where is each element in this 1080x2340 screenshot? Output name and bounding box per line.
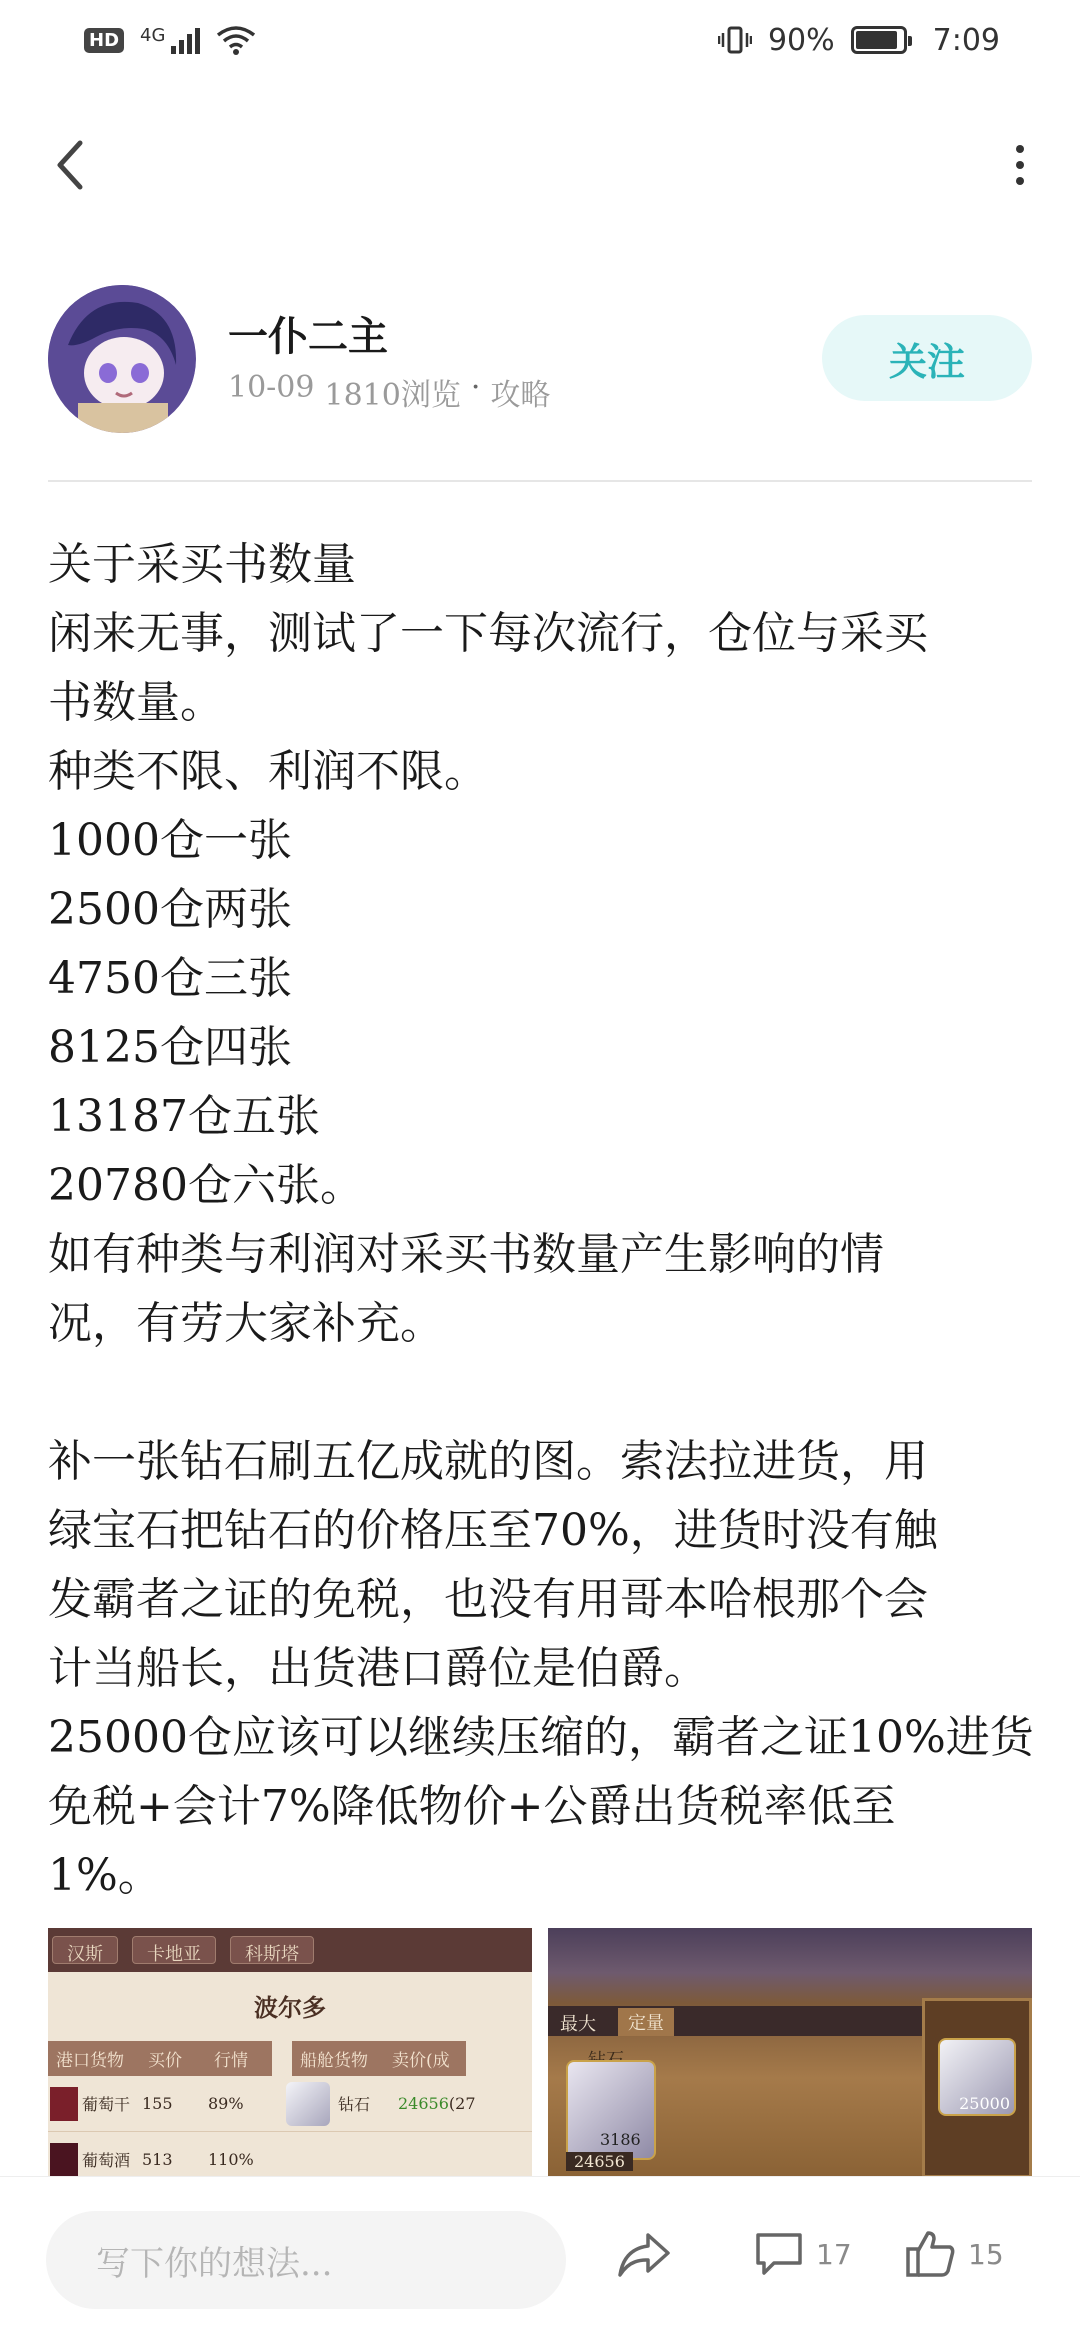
bottom-action-bar bbox=[0, 2176, 1080, 2340]
more-options-button[interactable] bbox=[990, 135, 1050, 195]
article-line: 发霸者之证的免税，也没有用哥本哈根那个会 bbox=[48, 1574, 928, 1625]
article-line: 8125仓四张 bbox=[48, 1022, 292, 1073]
diamond-icon bbox=[286, 2082, 330, 2126]
goods-name: 葡萄干 bbox=[82, 2095, 131, 2114]
cargo-extra: (27 bbox=[448, 2094, 476, 2113]
goods-price: 513 bbox=[142, 2150, 173, 2169]
raisin-icon bbox=[50, 2087, 78, 2121]
goods-name: 葡萄酒 bbox=[82, 2151, 131, 2170]
article-line: 关于采买书数量 bbox=[48, 539, 356, 590]
post-views: 1810浏览 bbox=[324, 378, 461, 413]
article-line: 补一张钻石刷五亿成就的图。索法拉进货，用 bbox=[48, 1436, 928, 1487]
comments-count: 17 bbox=[816, 2237, 852, 2271]
article-line: 13187仓五张 bbox=[48, 1091, 320, 1142]
header-divider bbox=[48, 480, 1032, 482]
author-name[interactable]: 一仆二主 bbox=[228, 313, 388, 360]
thumbs-up-icon bbox=[904, 2229, 958, 2279]
game-tab: 汉斯 bbox=[52, 1936, 118, 1964]
status-right bbox=[718, 23, 1000, 58]
article-line: 种类不限、利润不限。 bbox=[48, 746, 488, 797]
blank-line bbox=[48, 1358, 1048, 1427]
article-line: 况，有劳大家补充。 bbox=[48, 1298, 444, 1349]
avatar-illustration bbox=[48, 285, 196, 433]
status-left bbox=[84, 25, 256, 55]
post-category[interactable]: 攻略 bbox=[490, 378, 551, 413]
cargo-sell-price: 24656 bbox=[398, 2094, 449, 2113]
goods-header-cell: 船舱货物 bbox=[292, 2041, 384, 2076]
article-line: 20780仓六张。 bbox=[48, 1160, 364, 1211]
article-line: 绿宝石把钻石的价格压至70%，进货时没有触 bbox=[48, 1505, 938, 1556]
article-line: 闲来无事，测试了一下每次流行，仓位与采买 bbox=[48, 608, 928, 659]
post-date: 10-09 bbox=[228, 370, 315, 405]
back-button[interactable] bbox=[40, 135, 100, 195]
network-label: 4G bbox=[140, 25, 166, 46]
top-nav bbox=[0, 120, 1080, 210]
goods-row bbox=[48, 2076, 532, 2132]
share-icon bbox=[616, 2229, 672, 2279]
status-bar bbox=[0, 0, 1080, 80]
goods-header-cell: 卖价(成 bbox=[384, 2041, 466, 2076]
more-dot-icon bbox=[1016, 161, 1024, 169]
trade-item-qty: 3186 bbox=[600, 2130, 641, 2149]
article-line: 如有种类与利润对采买书数量产生影响的情 bbox=[48, 1229, 884, 1280]
vibrate-icon bbox=[718, 25, 752, 55]
more-dot-icon bbox=[1016, 177, 1024, 185]
meta-separator: · bbox=[470, 370, 481, 405]
article-line: 4750仓三张 bbox=[48, 953, 292, 1004]
cargo-name: 钻石 bbox=[338, 2095, 371, 2114]
wifi-icon bbox=[216, 25, 256, 55]
article-line: 1000仓一张 bbox=[48, 815, 292, 866]
goods-header bbox=[48, 2041, 532, 2076]
author-header bbox=[48, 285, 1032, 435]
goods-header-cell: 买价 bbox=[140, 2041, 206, 2076]
screenshot-image-2[interactable] bbox=[548, 1928, 1032, 2178]
share-button[interactable] bbox=[616, 2229, 672, 2279]
cargo-panel-qty: 25000 bbox=[959, 2094, 1010, 2113]
game-tab: 卡地亚 bbox=[132, 1936, 216, 1964]
article-line: 计当船长，出货港口爵位是伯爵。 bbox=[48, 1643, 708, 1694]
article-body bbox=[48, 530, 1048, 1910]
wine-icon bbox=[50, 2143, 78, 2177]
goods-price: 155 bbox=[142, 2094, 173, 2113]
like-button[interactable] bbox=[904, 2229, 1004, 2279]
article-line: 25000仓应该可以继续压缩的，霸者之证10%进货 bbox=[48, 1712, 1034, 1763]
avatar[interactable] bbox=[48, 285, 196, 433]
chevron-left-icon bbox=[52, 139, 88, 191]
trade-item-price: 24656 bbox=[566, 2152, 633, 2171]
comment-icon bbox=[752, 2229, 806, 2279]
battery-percent: 90% bbox=[767, 22, 835, 58]
article-line: 2500仓两张 bbox=[48, 884, 292, 935]
post-meta bbox=[228, 370, 550, 414]
article-line: 1%。 bbox=[48, 1850, 162, 1901]
trade-tab-max: 最大 bbox=[560, 2014, 596, 2035]
follow-button[interactable]: 关注 bbox=[822, 315, 1032, 401]
article-line: 免税+会计7%降低物价+公爵出货税率低至 bbox=[48, 1781, 896, 1832]
comment-input[interactable]: 写下你的想法... bbox=[46, 2211, 566, 2309]
likes-count: 15 bbox=[968, 2237, 1004, 2271]
goods-header-cell: 港口货物 bbox=[48, 2041, 140, 2076]
trade-tab-fixed: 定量 bbox=[618, 2008, 674, 2036]
more-dot-icon bbox=[1016, 145, 1024, 153]
game-tab: 科斯塔 bbox=[230, 1936, 314, 1964]
game-tabs bbox=[48, 1928, 532, 1972]
article-line: 书数量。 bbox=[48, 677, 224, 728]
status-time: 7:09 bbox=[932, 22, 1000, 58]
signal-icon bbox=[171, 26, 200, 54]
comments-button[interactable] bbox=[752, 2229, 852, 2279]
battery-icon bbox=[851, 26, 907, 54]
goods-trend: 110% bbox=[208, 2150, 254, 2169]
goods-trend: 89% bbox=[208, 2094, 244, 2113]
port-title: 波尔多 bbox=[254, 1993, 326, 2022]
screenshot-image-1[interactable] bbox=[48, 1928, 532, 2178]
hd-badge: HD bbox=[84, 28, 124, 53]
goods-row bbox=[48, 2132, 532, 2178]
image-grid bbox=[48, 1928, 1032, 2178]
goods-header-cell: 行情 bbox=[206, 2041, 272, 2076]
